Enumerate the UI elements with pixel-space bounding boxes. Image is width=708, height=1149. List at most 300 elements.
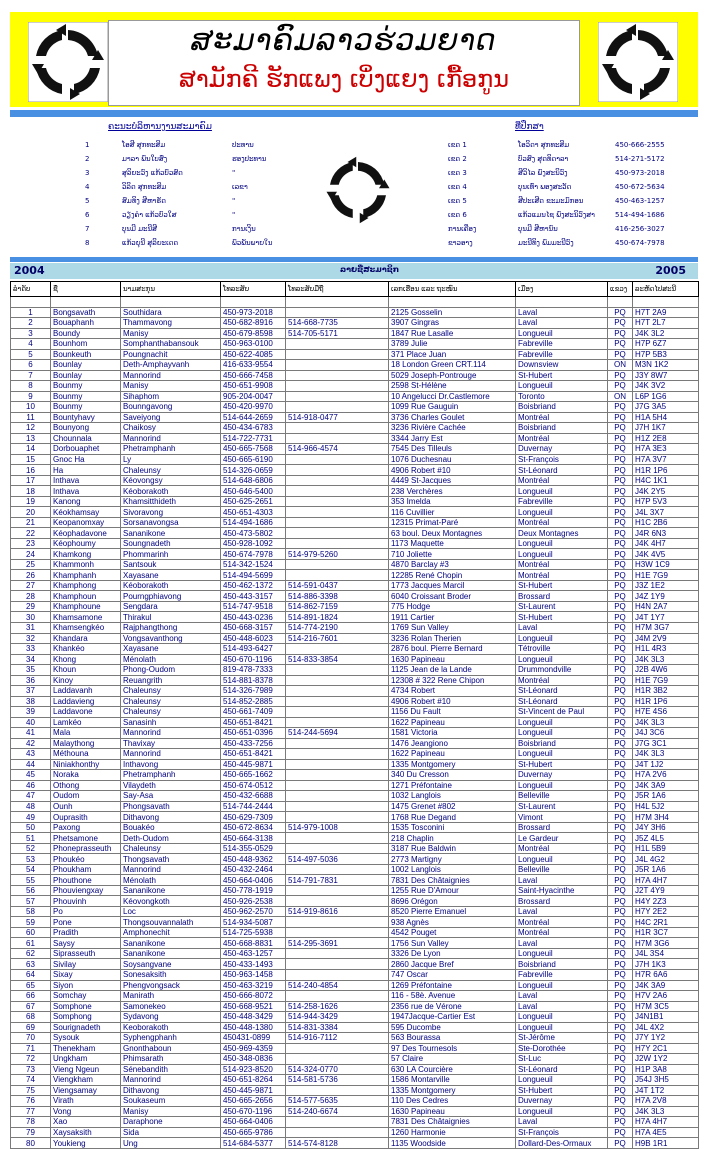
member-address: 1773 Jacques Marcil: [389, 580, 516, 591]
member-address: 7831 Des Châtaignies: [389, 1117, 516, 1128]
member-province: PQ: [608, 1106, 633, 1117]
member-mobile: 514-581-5736: [286, 1075, 389, 1086]
member-address: 1581 Victoria: [389, 728, 516, 739]
member-city: St-Léonard: [516, 686, 608, 697]
member-first-name: Chounnala: [51, 433, 121, 444]
member-mobile: [286, 339, 389, 350]
member-last-name: Poungnachit: [121, 349, 221, 360]
member-address: 1622 Papineau: [389, 717, 516, 728]
member-province: PQ: [608, 402, 633, 413]
member-postal-code: J3Y 8W7: [633, 370, 699, 381]
member-number: 63: [11, 959, 51, 970]
committee-member-name: ສຸລິຍະວົງ ແກ້ວບົວສົດ: [122, 169, 183, 177]
member-address: 1911 Cartier: [389, 612, 516, 623]
member-last-name: Ly: [121, 454, 221, 465]
member-phone: 450-463-1257: [221, 948, 286, 959]
table-row: [11, 696, 699, 707]
member-number: 4: [11, 339, 51, 350]
table-row: [11, 927, 699, 938]
member-number: 43: [11, 749, 51, 760]
member-number: 16: [11, 465, 51, 476]
member-last-name: Thavixay: [121, 738, 221, 749]
member-number: 9: [11, 391, 51, 402]
column-header: ລຳດັບ: [11, 282, 51, 297]
member-city: Montréal: [516, 927, 608, 938]
member-province: PQ: [608, 486, 633, 497]
table-row: [11, 728, 699, 739]
member-address: 3789 Julie: [389, 339, 516, 350]
member-province: PQ: [608, 633, 633, 644]
member-city: Deux Montagnes: [516, 528, 608, 539]
member-last-name: Soungnadeth: [121, 538, 221, 549]
member-last-name: Khamsitthideth: [121, 496, 221, 507]
member-city: Brossard: [516, 591, 608, 602]
member-address: 63 boul. Deux Montagnes: [389, 528, 516, 539]
table-row: [11, 717, 699, 728]
member-last-name: Santsouk: [121, 559, 221, 570]
table-row: [11, 854, 699, 865]
table-row: [11, 318, 699, 329]
member-city: Longueuil: [516, 948, 608, 959]
member-mobile: [286, 991, 389, 1002]
member-postal-code: H7T 2A9: [633, 307, 699, 318]
member-postal-code: H7E 4S6: [633, 707, 699, 718]
table-row: [11, 496, 699, 507]
table-row: [11, 559, 699, 570]
member-postal-code: H7A 3E3: [633, 444, 699, 455]
member-city: Montréal: [516, 412, 608, 423]
member-postal-code: J4N1B1: [633, 1012, 699, 1023]
member-city: St-Hubert: [516, 370, 608, 381]
recycle-arrows-logo-icon: [323, 155, 393, 225]
member-phone: 450-445-9871: [221, 759, 286, 770]
member-number: 46: [11, 780, 51, 791]
member-address: 57 Claire: [389, 1054, 516, 1065]
member-city: Boisbriand: [516, 402, 608, 413]
member-phone: 450-433-1493: [221, 959, 286, 970]
member-address: 775 Hodge: [389, 601, 516, 612]
member-postal-code: H7Y 2C1: [633, 1043, 699, 1054]
member-postal-code: J4T 1T2: [633, 1085, 699, 1096]
member-phone: 450-672-8634: [221, 822, 286, 833]
member-phone: 450-668-3157: [221, 622, 286, 633]
member-phone: 450-926-2538: [221, 896, 286, 907]
member-last-name: Thammavong: [121, 318, 221, 329]
member-last-name: Manirath: [121, 991, 221, 1002]
member-number: 18: [11, 486, 51, 497]
member-city: Duvernay: [516, 1096, 608, 1107]
table-row: [11, 633, 699, 644]
member-first-name: Othong: [51, 780, 121, 791]
table-row: [11, 307, 699, 318]
member-first-name: Somphone: [51, 1001, 121, 1012]
member-last-name: Soysangvane: [121, 959, 221, 970]
member-phone: 514-747-9518: [221, 601, 286, 612]
member-first-name: Bounhom: [51, 339, 121, 350]
member-province: PQ: [608, 980, 633, 991]
member-province: PQ: [608, 707, 633, 718]
table-row: [11, 360, 699, 371]
table-row: [11, 654, 699, 665]
member-phone: 450-420-9970: [221, 402, 286, 413]
member-number: 59: [11, 917, 51, 928]
member-address: 1847 Rue Lasalle: [389, 328, 516, 339]
member-postal-code: J2B 4W6: [633, 665, 699, 676]
member-postal-code: H7M 3G6: [633, 938, 699, 949]
committee-number: 6: [85, 211, 90, 219]
member-postal-code: H7M 3H4: [633, 812, 699, 823]
member-phone: 514-881-8378: [221, 675, 286, 686]
member-address: 1535 Tosconini: [389, 822, 516, 833]
member-province: PQ: [608, 1085, 633, 1096]
member-city: Drummondville: [516, 665, 608, 676]
member-last-name: Vilaydeth: [121, 780, 221, 791]
committee-position: ການເງິນ: [232, 225, 256, 233]
table-row: [11, 665, 699, 676]
member-province: PQ: [608, 528, 633, 539]
table-row: [11, 1117, 699, 1128]
member-postal-code: H4C 1K1: [633, 475, 699, 486]
member-mobile: 514-791-7831: [286, 875, 389, 886]
member-province: PQ: [608, 1075, 633, 1086]
committee-zone: ເຂດ 5: [448, 197, 467, 205]
member-phone: 450-432-6688: [221, 791, 286, 802]
member-postal-code: H1R 3C7: [633, 927, 699, 938]
member-phone: 450-963-1458: [221, 970, 286, 981]
member-phone: 450-629-7309: [221, 812, 286, 823]
member-mobile: [286, 885, 389, 896]
member-first-name: Khankéo: [51, 644, 121, 655]
member-postal-code: J7G 3A5: [633, 402, 699, 413]
member-number: 79: [11, 1127, 51, 1138]
member-phone: 450-928-1092: [221, 538, 286, 549]
member-postal-code: H1P 3A8: [633, 1064, 699, 1075]
member-mobile: [286, 1085, 389, 1096]
column-header: ຊື່: [51, 282, 121, 297]
member-postal-code: H1R 1P6: [633, 465, 699, 476]
member-address: 1271 Préfontaine: [389, 780, 516, 791]
member-province: PQ: [608, 833, 633, 844]
member-last-name: Manisy: [121, 1106, 221, 1117]
member-postal-code: J4K 3L3: [633, 749, 699, 760]
member-first-name: Bounlay: [51, 360, 121, 371]
member-mobile: [286, 970, 389, 981]
table-row: [11, 1043, 699, 1054]
table-row: [11, 475, 699, 486]
committee-member-name: ມາລາ ພົນໃບສົ່ງ: [122, 155, 168, 163]
column-header: ນາມສະກຸນ: [121, 282, 221, 297]
member-last-name: Sida: [121, 1127, 221, 1138]
committee-number: 5: [85, 197, 90, 205]
table-row: [11, 1054, 699, 1065]
member-city: Laval: [516, 622, 608, 633]
member-phone: 450-661-7409: [221, 707, 286, 718]
member-postal-code: H7M 3G7: [633, 622, 699, 633]
member-number: 71: [11, 1043, 51, 1054]
member-mobile: [286, 307, 389, 318]
member-province: PQ: [608, 601, 633, 612]
member-phone: 450-664-0406: [221, 875, 286, 886]
table-row: [11, 370, 699, 381]
table-row: [11, 570, 699, 581]
member-postal-code: H7Y 2E2: [633, 906, 699, 917]
member-address: 1269 Préfontaine: [389, 980, 516, 991]
member-city: Laval: [516, 875, 608, 886]
member-first-name: Khamphoun: [51, 591, 121, 602]
member-last-name: Chaikosy: [121, 423, 221, 434]
member-last-name: Chaleunsy: [121, 465, 221, 476]
member-mobile: 514-916-7112: [286, 1033, 389, 1044]
member-postal-code: H1E 7G9: [633, 570, 699, 581]
member-last-name: Chaleunsy: [121, 843, 221, 854]
member-number: 36: [11, 675, 51, 686]
committee-position: ": [232, 169, 236, 177]
member-phone: 450-448-9362: [221, 854, 286, 865]
member-mobile: [286, 843, 389, 854]
member-address: 110 Des Cedres: [389, 1096, 516, 1107]
committee-zone: ຂາວອາງ: [448, 239, 473, 247]
member-first-name: Viengsamay: [51, 1085, 121, 1096]
member-address: 7545 Des Tilleuls: [389, 444, 516, 455]
member-last-name: Sorsanavongsa: [121, 517, 221, 528]
member-phone: 450-443-0236: [221, 612, 286, 623]
member-phone: 450-651-8421: [221, 749, 286, 760]
member-address: 1335 Montgomery: [389, 759, 516, 770]
member-last-name: Deth-Oudom: [121, 833, 221, 844]
column-header: ເລກເຮືອນ ແລະ ຖະໜົນ: [389, 282, 516, 297]
member-first-name: Khoun: [51, 665, 121, 676]
member-city: Montréal: [516, 559, 608, 570]
member-number: 51: [11, 833, 51, 844]
member-number: 21: [11, 517, 51, 528]
table-row: [11, 843, 699, 854]
member-phone: 450-625-2651: [221, 496, 286, 507]
member-province: PQ: [608, 948, 633, 959]
member-province: PQ: [608, 1117, 633, 1128]
member-number: 37: [11, 686, 51, 697]
member-city: Longueuil: [516, 538, 608, 549]
table-row: [11, 517, 699, 528]
member-address: 2598 St-Hélène: [389, 381, 516, 392]
table-row: [11, 644, 699, 655]
member-number: 69: [11, 1022, 51, 1033]
member-province: PQ: [608, 749, 633, 760]
member-city: Vimont: [516, 812, 608, 823]
member-number: 52: [11, 843, 51, 854]
member-first-name: Xaysaksith: [51, 1127, 121, 1138]
member-city: Fabreville: [516, 970, 608, 981]
member-postal-code: J4K 2Y5: [633, 486, 699, 497]
member-address: 353 Imelda: [389, 496, 516, 507]
member-phone: 514-684-5377: [221, 1138, 286, 1149]
member-postal-code: H1R 3B2: [633, 686, 699, 697]
member-phone: 450-443-3157: [221, 591, 286, 602]
member-first-name: Bongsavath: [51, 307, 121, 318]
member-last-name: Xayasane: [121, 570, 221, 581]
table-row: [11, 970, 699, 981]
member-first-name: Gnoc Ha: [51, 454, 121, 465]
member-city: Le Gardeur: [516, 833, 608, 844]
member-last-name: Saveiyong: [121, 412, 221, 423]
member-directory-table: [10, 281, 699, 1149]
member-last-name: Sonesaksith: [121, 970, 221, 981]
member-first-name: Sivilay: [51, 959, 121, 970]
member-postal-code: J4L 4X2: [633, 1022, 699, 1033]
member-mobile: [286, 675, 389, 686]
member-city: Longueuil: [516, 1106, 608, 1117]
member-postal-code: H7P 5B3: [633, 349, 699, 360]
member-postal-code: J7H 1K7: [633, 423, 699, 434]
member-first-name: Phoneprasseuth: [51, 843, 121, 854]
member-phone: 514-722-7731: [221, 433, 286, 444]
member-first-name: Laddavieng: [51, 696, 121, 707]
table-row: [11, 1138, 699, 1149]
member-last-name: Somphanthabansouk: [121, 339, 221, 350]
member-number: 23: [11, 538, 51, 549]
committee-position: ເລຂາ: [232, 183, 248, 191]
member-first-name: Bounlay: [51, 370, 121, 381]
member-first-name: Sysouk: [51, 1033, 121, 1044]
end-year: 2005: [655, 264, 686, 277]
member-address: 3736 Charles Goulet: [389, 412, 516, 423]
member-city: Laval: [516, 307, 608, 318]
member-phone: 450-674-7978: [221, 549, 286, 560]
member-first-name: Inthava: [51, 486, 121, 497]
member-phone: 450-651-4303: [221, 507, 286, 518]
member-mobile: [286, 559, 389, 570]
member-mobile: [286, 644, 389, 655]
member-mobile: [286, 507, 389, 518]
table-row: [11, 822, 699, 833]
member-province: PQ: [608, 938, 633, 949]
committee-number: 4: [85, 183, 90, 191]
member-number: 76: [11, 1096, 51, 1107]
member-last-name: Loc: [121, 906, 221, 917]
member-last-name: Chaleunsy: [121, 707, 221, 718]
table-row: [11, 454, 699, 465]
member-list-title: ລາຍຊື່ສະມາຊິກ: [340, 265, 400, 274]
member-address: 371 Place Juan: [389, 349, 516, 360]
member-number: 41: [11, 728, 51, 739]
member-address: 1630 Papineau: [389, 1106, 516, 1117]
member-phone: 450-434-6783: [221, 423, 286, 434]
member-last-name: Vongsavanthong: [121, 633, 221, 644]
table-row: [11, 906, 699, 917]
member-address: 3236 Rivière Cachée: [389, 423, 516, 434]
member-address: 3187 Rue Baldwin: [389, 843, 516, 854]
member-province: PQ: [608, 959, 633, 970]
committee-section: [10, 117, 698, 257]
member-phone: 450-963-0100: [221, 339, 286, 350]
member-phone: 450-651-8264: [221, 1075, 286, 1086]
member-first-name: Keopanomxay: [51, 517, 121, 528]
member-postal-code: H1Z 2E8: [633, 433, 699, 444]
member-city: Laval: [516, 1001, 608, 1012]
member-city: Montréal: [516, 570, 608, 581]
member-province: PQ: [608, 770, 633, 781]
member-mobile: [286, 496, 389, 507]
table-row: [11, 1127, 699, 1138]
advisor-name: ບຸນເທົ່າ ພອງສະວັດ: [518, 183, 572, 191]
member-first-name: Kanong: [51, 496, 121, 507]
member-phone: 416-633-9554: [221, 360, 286, 371]
member-address: 1125 Jean de la Lande: [389, 665, 516, 676]
table-row: [11, 885, 699, 896]
member-first-name: Bountyhavy: [51, 412, 121, 423]
member-city: Toronto: [516, 391, 608, 402]
member-number: 70: [11, 1033, 51, 1044]
member-city: Laval: [516, 318, 608, 329]
member-number: 74: [11, 1075, 51, 1086]
member-mobile: [286, 927, 389, 938]
member-phone: 450431-0899: [221, 1033, 286, 1044]
member-province: PQ: [608, 1012, 633, 1023]
member-city: Laval: [516, 991, 608, 1002]
member-postal-code: J4L 3S4: [633, 948, 699, 959]
member-first-name: Siprasseuth: [51, 948, 121, 959]
member-mobile: [286, 770, 389, 781]
member-city: Montréal: [516, 433, 608, 444]
member-mobile: [286, 381, 389, 392]
member-last-name: Sananikone: [121, 528, 221, 539]
member-address: 1173 Maquette: [389, 538, 516, 549]
member-first-name: Phoukéo: [51, 854, 121, 865]
member-address: 1769 Sun Valley: [389, 622, 516, 633]
member-phone: 450-665-1662: [221, 770, 286, 781]
member-address: 1335 Montgomery: [389, 1085, 516, 1096]
directory-year-bar: [10, 263, 698, 279]
table-row: [11, 686, 699, 697]
member-mobile: 514-240-6674: [286, 1106, 389, 1117]
committee-number: 3: [85, 169, 90, 177]
member-postal-code: J5R 1A6: [633, 791, 699, 802]
member-first-name: Kinoy: [51, 675, 121, 686]
member-mobile: [286, 801, 389, 812]
table-row: [11, 328, 699, 339]
table-row: [11, 1012, 699, 1023]
committee-row: [10, 141, 698, 155]
member-city: St-Léonard: [516, 465, 608, 476]
member-mobile: [286, 454, 389, 465]
member-address: 4906 Robert #10: [389, 465, 516, 476]
member-first-name: Viengkham: [51, 1075, 121, 1086]
member-address: 1260 Harmonie: [389, 1127, 516, 1138]
member-phone: 450-670-1196: [221, 654, 286, 665]
committee-number: 1: [85, 141, 90, 149]
member-province: PQ: [608, 580, 633, 591]
member-number: 27: [11, 580, 51, 591]
member-mobile: [286, 812, 389, 823]
member-province: PQ: [608, 970, 633, 981]
member-mobile: [286, 433, 389, 444]
member-address: 2773 Martigny: [389, 854, 516, 865]
association-title-box: [108, 20, 580, 106]
member-province: PQ: [608, 591, 633, 602]
member-last-name: Sanasinh: [121, 717, 221, 728]
member-first-name: Pradith: [51, 927, 121, 938]
member-number: 65: [11, 980, 51, 991]
member-number: 42: [11, 738, 51, 749]
member-postal-code: H1L 5B9: [633, 843, 699, 854]
member-address: 1947Jacque-Cartier Est: [389, 1012, 516, 1023]
member-number: 15: [11, 454, 51, 465]
member-province: PQ: [608, 1054, 633, 1065]
member-city: St-Hubert: [516, 1085, 608, 1096]
member-address: 6040 Croissant Broder: [389, 591, 516, 602]
member-last-name: Sénebandith: [121, 1064, 221, 1075]
member-phone: 450-651-8421: [221, 717, 286, 728]
member-address: 747 Oscar: [389, 970, 516, 981]
